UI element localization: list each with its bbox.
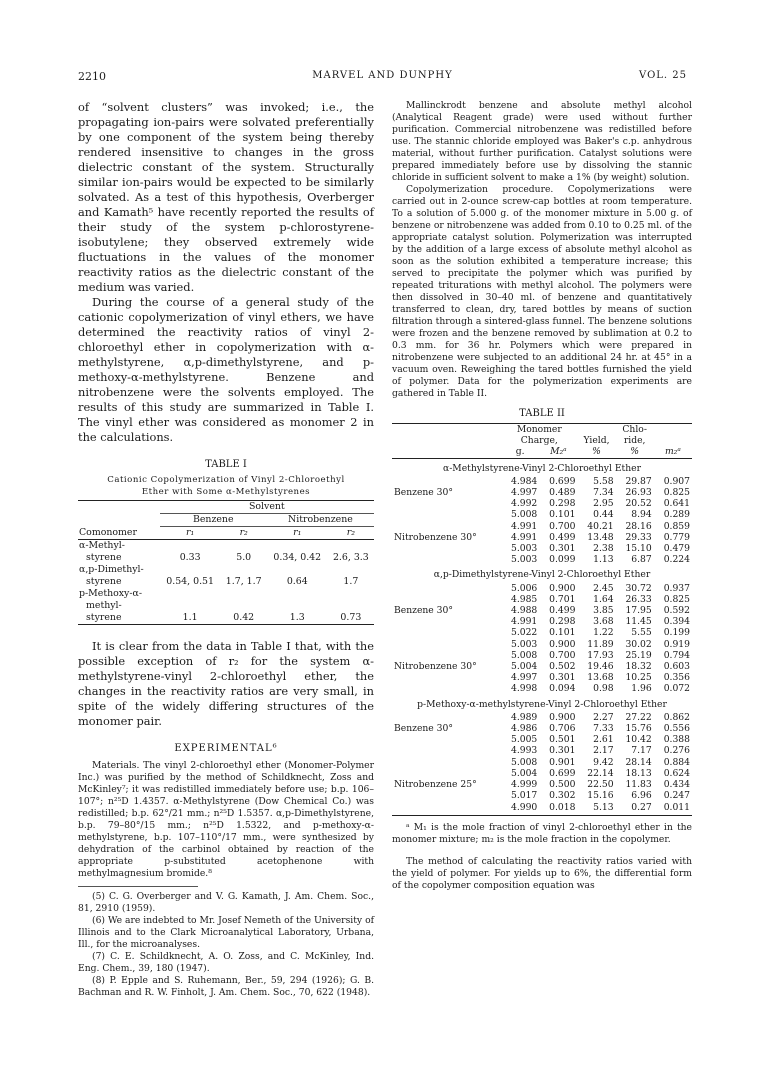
table-row [78, 576, 374, 588]
table-cell: 0.301 [549, 672, 576, 684]
page-number: 2210 [78, 70, 106, 83]
column-header: ride, [623, 435, 646, 447]
table-row [392, 487, 692, 498]
table-cell: 0.900 [549, 582, 576, 594]
table-cell: 0.501 [549, 734, 576, 746]
table-row [392, 779, 692, 790]
table-cell: 4.993 [510, 745, 538, 757]
table-cell: 0.859 [663, 520, 690, 532]
group-heading: α-Methylstyrene-Vinyl 2-Chloroethyl Ether [442, 462, 641, 474]
table-row [78, 600, 374, 612]
table-row [392, 521, 692, 532]
solvent-label: Nitrobenzene 25° [394, 779, 477, 791]
table-cell: 0.479 [663, 543, 690, 555]
table-cell: 0.603 [663, 661, 690, 673]
table-cell: 29.33 [625, 531, 652, 543]
table-cell: 1.13 [593, 554, 614, 566]
table-row [392, 790, 692, 801]
table-cell: 0.779 [663, 531, 690, 543]
table-title: TABLE I [205, 459, 247, 470]
table-cell: 22.14 [587, 767, 614, 779]
table-cell: 0.224 [663, 554, 690, 566]
table-row [78, 612, 374, 625]
table-cell: 0.706 [549, 723, 576, 735]
body-paragraph: Copolymerization procedure. Copolymerizations were carried out in 2-ounce screw-cap bottles at room temperature. To a solution of 5.000 g. of the monomer mixture in 5.00 g. of benzene or nitrobenzene was added from 0.10 to 0.25 ml. of the appropriate catalyst solution. Polymerization was interrupted by the addition of a large excess of absolute methyl alcohol as soon as the solution exhibited a temperature increase; this served to precipitate the polymer which was purified by repeated triturations with methyl alcohol. The polymers were then dissolved in 30–40 ml. of benzene and quantitatively transferred to clean, dry, tared bottles by means of suction filtration through a sintered-glass funnel. The benzene solutions were frozen and the benzene removed by sublimation at 0.2 to 0.3 mm. for 36 hr. Polymers which were prepared in nitrobenzene were subjected to an additional 24 hr. at 45° in a vacuum oven. Reweighing the tared bottles furnished the yield of polymer. Data for the polymerization experiments are gathered in Table II. [392, 184, 692, 399]
table-row [392, 683, 692, 694]
table-cell: 0.27 [631, 801, 652, 813]
table-cell: 0.499 [549, 531, 576, 543]
column-header: r₂ [346, 527, 355, 538]
table-cell: 0.434 [663, 779, 690, 791]
table-cell: 15.16 [587, 790, 614, 802]
solvent-spacer [392, 745, 501, 756]
table-cell: 4.997 [510, 672, 538, 684]
table-cell: 5.0 [236, 552, 252, 563]
table-cell: 5.004 [510, 661, 538, 673]
table-cell: 29.87 [625, 475, 652, 487]
table-cell: 0.301 [549, 543, 576, 555]
table-cell: 7.17 [631, 745, 652, 757]
table-cell: 13.68 [587, 672, 614, 684]
table-cell: 5.008 [510, 756, 538, 768]
table-row [392, 734, 692, 745]
table-cell: 20.52 [625, 498, 652, 510]
table-cell: 27.22 [625, 711, 652, 723]
table-cell: 0.699 [549, 767, 576, 779]
table-title: TABLE II [519, 408, 565, 419]
table-cell: 4.998 [510, 683, 538, 695]
table-cell: 1.7, 1.7 [225, 576, 262, 587]
table-cell: 0.907 [663, 475, 690, 487]
table-cell: 0.701 [549, 593, 576, 605]
column-header: M₂ᵃ [550, 446, 567, 458]
volume-label: VOL. 25 [639, 70, 687, 81]
group-heading: α,p-Dimethylstyrene-Vinyl 2-Chloroethyl Ether [433, 569, 651, 581]
table-row [392, 532, 692, 543]
table-cell: 4.989 [510, 711, 538, 723]
table-cell: 0.42 [233, 612, 255, 623]
table-cell: 0.884 [663, 756, 690, 768]
table-cell: 0.489 [549, 487, 576, 499]
left-column [78, 100, 374, 999]
table-cell: 6.96 [631, 790, 652, 802]
table-caption: Ether with Some α-Methylstyrenes [141, 487, 311, 497]
table-cell: 7.33 [593, 723, 614, 735]
solvent-spacer [392, 712, 501, 723]
table-cell: 4.985 [510, 593, 538, 605]
solvent-spacer [392, 734, 501, 745]
body-paragraph: of “solvent clusters” was invoked; i.e., the propagating ion-pairs were solvated preferentially by one component of the system being thereby rendered insensitive to changes in the gross dielectric constant of the system. Structurally similar ion-pairs would be expected to be similarly solvated. As a test of this hypothesis, Overberger and Kamath⁵ have recently reported the results of their study of the system p-chlorostyrene-isobutylene; they observed extremely wide fluctuations in the values of the monomer reactivity ratios as the dielectric constant of the medium was varied. [78, 100, 374, 294]
table-cell: 0.499 [549, 605, 576, 617]
table-cell: 0.072 [663, 683, 690, 695]
solvent-spacer [392, 583, 501, 594]
table-cell: 5.003 [510, 543, 538, 555]
right-column [392, 100, 692, 892]
column-header: r₁ [186, 527, 195, 538]
table-cell: 0.919 [663, 638, 690, 650]
body-paragraph: Mallinckrodt benzene and absolute methyl alcohol (Analytical Reagent grade) were used without further purification. Commercial nitrobenzene was redistilled before use. The stannic chloride employed was Baker's c.p. anhydrous material, without further purification. Catalyst solutions were prepared immediately before use by dissolving the stannic chloride in sufficient solvent to make a 1% (by weight) solution. [392, 100, 692, 183]
table-cell: 15.76 [625, 723, 652, 735]
solvent-spacer [392, 790, 501, 801]
table-cell: 9.42 [593, 756, 614, 768]
column-header: g. [515, 446, 525, 458]
table-row [392, 661, 692, 672]
table-cell: 10.42 [625, 734, 652, 746]
table-cell: 26.33 [625, 593, 652, 605]
table-cell: 19.46 [587, 661, 614, 673]
column-header: Solvent [160, 501, 374, 514]
table-cell: 17.95 [625, 605, 652, 617]
table-cell: 10.25 [625, 672, 652, 684]
table-cell: 4.991 [510, 616, 538, 628]
solvent-spacer [392, 639, 501, 650]
footnote-rule [78, 886, 198, 887]
table-caption: Cationic Copolymerization of Vinyl 2-Chloroethyl [107, 475, 345, 485]
table-cell: 1.96 [631, 683, 652, 695]
table-cell: 0.700 [549, 520, 576, 532]
solvent-label: Nitrobenzene 30° [394, 661, 477, 673]
table-cell: 5.003 [510, 554, 538, 566]
table-cell: 2.38 [593, 543, 614, 555]
table-cell: 1.64 [593, 593, 614, 605]
table-row [392, 476, 692, 487]
table-cell: 0.825 [663, 593, 690, 605]
table-cell: 0.794 [663, 649, 690, 661]
table-cell: 0.356 [663, 672, 690, 684]
table-cell: 2.95 [593, 498, 614, 510]
column-header: r₁ [293, 527, 302, 538]
column-header: r₂ [239, 527, 248, 538]
table-cell: 0.301 [549, 745, 576, 757]
table-row [392, 672, 692, 683]
table-cell: styrene [86, 552, 122, 563]
table-cell: 4.992 [510, 498, 538, 510]
table-cell: 0.289 [663, 509, 690, 521]
table-cell: 0.101 [549, 627, 576, 639]
table-cell: 4.991 [510, 520, 538, 532]
group-heading-row [392, 695, 692, 712]
table-cell: 3.85 [593, 605, 614, 617]
table-cell: 0.276 [663, 745, 690, 757]
table-cell: 2.17 [593, 745, 614, 757]
table-row [392, 498, 692, 509]
group-heading-row [392, 458, 692, 476]
body-paragraph: The method of calculating the reactivity ratios varied with the yield of polymer. For yields up to 6%, the differential form of the copolymer composition equation was [392, 855, 692, 891]
solvent-spacer [392, 594, 501, 605]
column-header: Charge, [520, 435, 558, 447]
table-cell: 1.22 [593, 627, 614, 639]
table-cell: 0.900 [549, 638, 576, 650]
solvent-spacer [392, 498, 501, 509]
column-header: m₂ᵃ [664, 446, 681, 458]
solvent-spacer [392, 554, 501, 565]
column-header: % [630, 446, 640, 458]
table-row [392, 757, 692, 768]
table-cell: 1.7 [343, 576, 359, 587]
table-cell: 6.87 [631, 554, 652, 566]
table-cell: 7.34 [593, 487, 614, 499]
table-cell: 4.984 [510, 475, 538, 487]
table-cell: 26.93 [625, 487, 652, 499]
table-cell: 40.21 [587, 520, 614, 532]
column-header: Benzene [160, 514, 267, 527]
table-row [392, 616, 692, 627]
table-cell: 0.937 [663, 582, 690, 594]
solvent-spacer [392, 650, 501, 661]
table-row [392, 554, 692, 565]
table-cell: 5.008 [510, 649, 538, 661]
table-row [78, 564, 374, 576]
table-cell: 5.58 [593, 475, 614, 487]
table-cell: 30.72 [625, 582, 652, 594]
table-row [392, 723, 692, 734]
group-heading-row [392, 565, 692, 582]
table-cell: 28.14 [625, 756, 652, 768]
table-cell: 25.19 [625, 649, 652, 661]
table-cell: 0.700 [549, 649, 576, 661]
table-cell: 4.991 [510, 531, 538, 543]
solvent-spacer [392, 543, 501, 554]
table-cell: 2.6, 3.3 [332, 552, 369, 563]
table-cell: 0.247 [663, 790, 690, 802]
table-cell: 0.556 [663, 723, 690, 735]
table-cell: 0.641 [663, 498, 690, 510]
table-cell: 4.999 [510, 779, 538, 791]
group-heading: p-Methoxy-α-methylstyrene-Vinyl 2-Chloroethyl Ether [417, 698, 667, 710]
table-cell: 5.022 [510, 627, 538, 639]
solvent-spacer [392, 757, 501, 768]
materials-paragraph: Materials. The vinyl 2-chloroethyl ether (Monomer-Polymer Inc.) was purified by the method of Schildknecht, Zoss and McKinley⁷; it was redistilled immediately before use; b.p. 106–107°; n²⁵D 1.4357. α-Methylstyrene (Dow Chemical Co.) was redistilled; b.p. 62°/21 mm.; n²⁵D 1.5357. α,p-Dimethylstyrene, b.p. 79–80°/15 mm.; n²⁵D 1.5322, and p-methoxy-α-methylstyrene, b.p. 107–110°/17 mm., were synthesized by dehydration of the carbinol obtained by reaction of the appropriate p-substituted acetophenone with methylmagnesium bromide.⁸ [78, 760, 374, 879]
table-cell: 4.986 [510, 723, 538, 735]
column-header: Chlo- [622, 424, 647, 435]
table-cell: 0.094 [549, 683, 576, 695]
table-cell: 0.298 [549, 498, 576, 510]
table-cell: α-Methyl- [79, 540, 125, 551]
solvent-spacer [392, 802, 501, 813]
table-cell: 28.16 [625, 520, 652, 532]
table-cell: 22.50 [587, 779, 614, 791]
table-cell: 5.004 [510, 767, 538, 779]
table-row [392, 712, 692, 723]
table-cell: 5.13 [593, 801, 614, 813]
table-cell: 5.017 [510, 790, 538, 802]
table-cell: 0.900 [549, 711, 576, 723]
table-cell: 3.68 [593, 616, 614, 628]
table-cell: 18.13 [625, 767, 652, 779]
column-header: Monomer [516, 424, 562, 435]
table-cell: 2.27 [593, 711, 614, 723]
table-cell: 0.101 [549, 509, 576, 521]
table-row [392, 605, 692, 616]
table-row [392, 639, 692, 650]
section-heading: EXPERIMENTAL⁶ [174, 743, 278, 754]
table-cell: 0.018 [549, 801, 576, 813]
table-cell: 0.699 [549, 475, 576, 487]
table-cell: 5.55 [631, 627, 652, 639]
solvent-label: Nitrobenzene 30° [394, 531, 477, 543]
solvent-spacer [392, 616, 501, 627]
table-cell: 0.394 [663, 616, 690, 628]
footnote: (7) C. E. Schildknecht, A. O. Zoss, and C. McKinley, Ind. Eng. Chem., 39, 180 (1947). [78, 950, 374, 974]
solvent-spacer [392, 627, 501, 638]
table-cell: 15.10 [625, 543, 652, 555]
table-cell: 0.011 [663, 801, 690, 813]
table-cell: 0.388 [663, 734, 690, 746]
solvent-label: Benzene 30° [394, 723, 453, 735]
table-cell: 0.500 [549, 779, 576, 791]
table-row [392, 768, 692, 779]
table-row [392, 594, 692, 605]
table-cell: 1.1 [182, 612, 198, 623]
table-2-body [392, 458, 692, 813]
solvent-label: Benzene 30° [394, 487, 453, 499]
table-cell: 5.006 [510, 582, 538, 594]
table-cell: 0.34, 0.42 [273, 552, 322, 563]
table-cell: 0.302 [549, 790, 576, 802]
column-header: Nitrobenzene [267, 514, 374, 527]
table-cell: 0.862 [663, 711, 690, 723]
table-cell: 11.89 [587, 638, 614, 650]
table-cell: 18.32 [625, 661, 652, 673]
table-row [392, 543, 692, 554]
table-cell: styrene [86, 612, 122, 623]
table-row [392, 583, 692, 594]
running-title: MARVEL AND DUNPHY [312, 70, 453, 81]
table-cell: p-Methoxy-α- [79, 588, 143, 599]
column-header: % [592, 446, 601, 458]
body-paragraph: During the course of a general study of the cationic copolymerization of vinyl ethers, we have determined the reactivity ratios of vinyl 2-chloroethyl ether in copolymerization with α-methylstyrene, α,p-dimethylstyrene, and p-methoxy-α-methylstyrene. Benzene and nitrobenzene were the solvents employed. The results of this study are summarized in Table I. The vinyl ether was considered as monomer 2 in the calculations. [78, 295, 374, 444]
table-2 [392, 423, 692, 813]
solvent-spacer [392, 509, 501, 520]
table-cell: α,p-Dimethyl- [79, 564, 144, 575]
table-cell: 11.83 [625, 779, 652, 791]
table-1 [78, 500, 374, 625]
table-cell: 0.592 [663, 605, 690, 617]
table-row [392, 745, 692, 756]
table-cell: 0.502 [549, 661, 576, 673]
table-cell: 0.825 [663, 487, 690, 499]
table-cell: 5.005 [510, 734, 538, 746]
table-cell: 2.61 [593, 734, 614, 746]
table-cell: 5.003 [510, 638, 538, 650]
table-cell: 1.3 [289, 612, 305, 623]
column-header: Comonomer [79, 526, 137, 538]
table-cell: 13.48 [587, 531, 614, 543]
solvent-spacer [392, 768, 501, 779]
table-cell: 8.94 [631, 509, 652, 521]
column-header: Yield, [583, 435, 610, 447]
table-row [78, 588, 374, 600]
table-footnote: ᵃ M₁ is the mole fraction of vinyl 2-chloroethyl ether in the monomer mixture; m₂ is the mole fraction in the copolymer. [392, 821, 692, 845]
table-row [78, 540, 374, 553]
table-cell: 4.988 [510, 605, 538, 617]
solvent-spacer [392, 476, 501, 487]
table-row [392, 802, 692, 813]
table-row [78, 552, 374, 564]
footnote: (5) C. G. Overberger and V. G. Kamath, J. Am. Chem. Soc., 81, 2910 (1959). [78, 890, 374, 914]
table-cell: 5.008 [510, 509, 538, 521]
table-cell: 0.44 [593, 509, 614, 521]
solvent-spacer [392, 521, 501, 532]
table-row [392, 650, 692, 661]
table-row [392, 627, 692, 638]
table-cell: 0.099 [549, 554, 576, 566]
table-cell: 0.298 [549, 616, 576, 628]
solvent-label: Benzene 30° [394, 605, 453, 617]
table-cell: styrene [86, 576, 122, 587]
table-cell: 0.73 [340, 612, 362, 623]
table-cell: 11.45 [625, 616, 652, 628]
table-cell: 0.199 [663, 627, 690, 639]
table-cell: methyl- [86, 600, 122, 611]
table-cell: 0.901 [549, 756, 576, 768]
footnote: (8) P. Epple and S. Ruhemann, Ber., 59, 294 (1926); G. B. Bachman and R. W. Finholt, J. Am. Chem. Soc., 70, 622 (1948). [78, 974, 374, 998]
table-row [392, 509, 692, 520]
table-cell: 2.45 [593, 582, 614, 594]
table-cell: 0.64 [286, 576, 308, 587]
solvent-spacer [392, 683, 501, 694]
table-cell: 4.990 [510, 801, 538, 813]
body-paragraph: It is clear from the data in Table I that, with the possible exception of r₂ for the system α-methylstyrene-vinyl 2-chloroethyl ether, the changes in the reactivity ratios are very small, in spite of the widely differing structures of the monomer pair. [78, 639, 374, 728]
table-cell: 0.33 [179, 552, 201, 563]
solvent-spacer [392, 672, 501, 683]
table-cell: 4.997 [510, 487, 538, 499]
table-cell: 30.02 [625, 638, 652, 650]
table-cell: 0.54, 0.51 [166, 576, 214, 587]
table-cell: 0.98 [593, 683, 614, 695]
footnote: (6) We are indebted to Mr. Josef Nemeth of the University of Illinois and to the Clark Microanalytical Laboratory, Urbana, Ill., for the microanalyses. [78, 914, 374, 950]
running-header [78, 70, 687, 86]
table-cell: 0.624 [663, 767, 690, 779]
table-cell: 17.93 [587, 649, 614, 661]
